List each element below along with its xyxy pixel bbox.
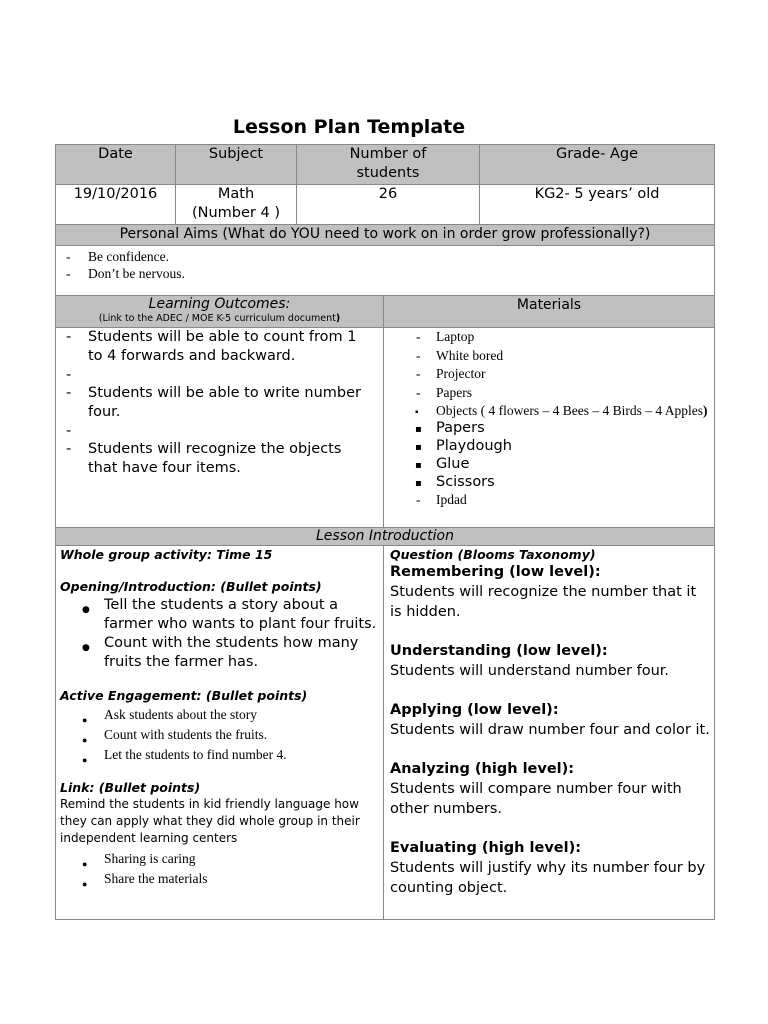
grade-cell — [480, 185, 715, 225]
materials-cell — [384, 328, 715, 528]
lesson-plan-table — [55, 144, 715, 920]
link-list — [60, 849, 379, 889]
opening-list — [60, 596, 379, 672]
date-cell — [56, 185, 176, 225]
list-item: ▪ Glue — [388, 455, 710, 473]
list-item: ▪ Scissors — [388, 473, 710, 491]
list-item: ● Sharing is caring — [60, 849, 379, 869]
students-header-line2: students — [356, 165, 420, 181]
list-item: - Laptop — [388, 328, 710, 347]
list-item: - Students will be able to count from 1 to 4 forwards and backward. — [60, 328, 375, 366]
blooms-level-text: Students will draw number four and color it. — [390, 722, 710, 738]
list-spacer — [60, 366, 375, 384]
list-item: - Be confidence. — [60, 248, 710, 265]
grade-header-label: Grade- Age — [555, 146, 639, 162]
blooms-questions-cell — [384, 546, 715, 920]
curriculum-link-note — [60, 313, 379, 325]
lesson-introduction-row — [56, 546, 715, 920]
blooms-level-label: Remembering (low level): — [390, 564, 601, 580]
curriculum-link-text: (Link to the ADEC / MOE K-5 curriculum document — [98, 313, 336, 324]
list-item: ● Count with the students how many fruits the farmer has. — [60, 634, 379, 672]
subject-header-label: Subject — [208, 146, 264, 162]
objects-item-close: ) — [702, 403, 708, 418]
materials-heading: Materials — [516, 297, 582, 313]
students-header — [297, 145, 480, 185]
list-item: - White bored — [388, 347, 710, 366]
blooms-level-text: Students will recognize the number that it is hidden. — [390, 584, 697, 620]
list-item: ● Share the materials — [60, 869, 379, 889]
learning-outcomes-heading: Learning Outcomes: — [148, 296, 291, 312]
materials-last-list — [388, 491, 710, 509]
students-cell — [297, 185, 480, 225]
learning-outcomes-cell — [56, 328, 384, 528]
list-item: - Ipdad — [388, 491, 710, 509]
materials-list — [388, 328, 710, 402]
engagement-heading: Active Engagement: (Bullet points) — [60, 688, 308, 703]
curriculum-link-close: ) — [335, 313, 341, 324]
list-item: - Students will be able to write number four. — [60, 384, 375, 422]
lesson-activities-cell — [56, 546, 384, 920]
personal-aims-heading — [56, 225, 715, 246]
list-spacer — [60, 422, 375, 440]
personal-aims-cell — [56, 246, 715, 296]
list-item: - Papers — [388, 384, 710, 403]
list-item — [388, 402, 710, 419]
question-heading: Question (Blooms Taxonomy) — [390, 547, 596, 562]
lesson-introduction-heading-text: Lesson Introduction — [316, 528, 454, 544]
personal-aims-heading-text: Personal Aims (What do YOU need to work on in order grow professionally?) — [119, 226, 651, 242]
header-row — [56, 145, 715, 185]
date-header-label: Date — [98, 146, 133, 162]
lesson-introduction-header-row — [56, 528, 715, 546]
list-item: ● Ask students about the story — [60, 705, 379, 725]
whole-group-activity: Whole group activity: Time 15 — [60, 547, 273, 562]
lesson-introduction-heading — [56, 528, 715, 546]
list-item: - Don’t be nervous. — [60, 265, 710, 282]
list-item: ● Tell the students a story about a farmer who wants to plant four fruits. — [60, 596, 379, 634]
blooms-level-text: Students will understand number four. — [390, 663, 669, 679]
list-item: ● Let the students to find number 4. — [60, 745, 379, 765]
date-value: 19/10/2016 — [73, 186, 158, 202]
students-value: 26 — [378, 186, 398, 202]
materials-heading-cell — [384, 296, 715, 328]
blooms-level-text: Students will justify why its number four by counting object. — [390, 860, 706, 896]
grade-value: KG2- 5 years’ old — [534, 186, 660, 202]
blooms-level-label: Evaluating (high level): — [390, 840, 582, 856]
subject-cell — [176, 185, 297, 225]
opening-heading: Opening/Introduction: (Bullet points) — [60, 579, 322, 594]
list-item: ● Count with students the fruits. — [60, 725, 379, 745]
learning-outcomes-heading-cell — [56, 296, 384, 328]
personal-aims-header-row — [56, 225, 715, 246]
list-item: ▪ Playdough — [388, 437, 710, 455]
list-item: - Projector — [388, 365, 710, 384]
personal-aims-row — [56, 246, 715, 296]
outcomes-materials-header-row — [56, 296, 715, 328]
blooms-level-label: Understanding (low level): — [390, 643, 608, 659]
objects-item-text: Objects ( 4 flowers – 4 Bees – 4 Birds – 4 Apples — [436, 403, 703, 418]
personal-aims-list — [60, 248, 710, 282]
materials-objects-list — [388, 402, 710, 419]
grade-header — [480, 145, 715, 185]
list-item: ▪ Papers — [388, 419, 710, 437]
engagement-list — [60, 705, 379, 765]
materials-bullet-list — [388, 419, 710, 491]
learning-outcomes-list — [60, 328, 375, 478]
date-header — [56, 145, 176, 185]
subject-header — [176, 145, 297, 185]
blooms-level-text: Students will compare number four with other numbers. — [390, 781, 682, 817]
link-heading: Link: (Bullet points) — [60, 780, 201, 795]
subject-value: Math — [217, 186, 255, 202]
page-title: Lesson Plan Template — [232, 116, 466, 138]
blooms-level-label: Analyzing (high level): — [390, 761, 575, 777]
list-item: - Students will recognize the objects that have four items. — [60, 440, 375, 478]
link-description: Remind the students in kid friendly language how they can apply what they did whole group in their independent learning centers — [60, 797, 360, 845]
outcomes-materials-row — [56, 328, 715, 528]
students-header-line1: Number of — [349, 146, 427, 162]
blooms-level-label: Applying (low level): — [390, 702, 559, 718]
subject-detail: (Number 4 ) — [191, 205, 280, 221]
info-row — [56, 185, 715, 225]
